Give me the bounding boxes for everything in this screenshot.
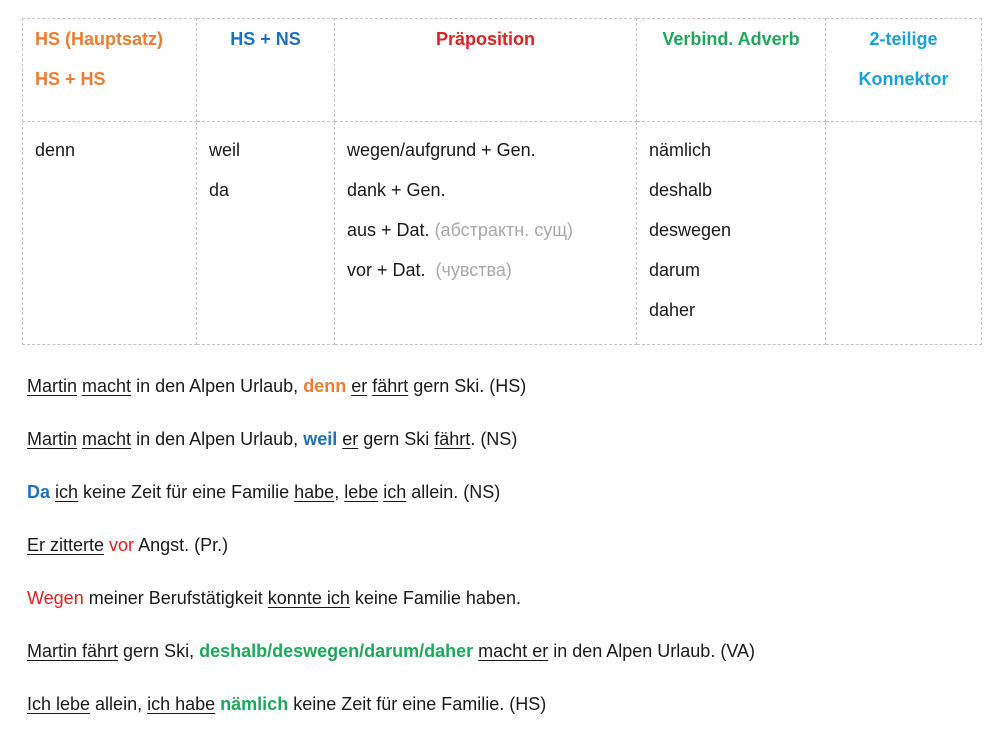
table-header-row — [23, 19, 982, 122]
header-ns — [197, 19, 335, 122]
note-feelings: (чувства) — [435, 260, 512, 280]
list-item: deshalb — [649, 180, 713, 200]
list-item: nämlich — [649, 140, 712, 160]
example-sentences — [27, 364, 755, 735]
sentence-5: Wegen meiner Berufstätigkeit konnte ich keine Familie haben. — [27, 588, 521, 608]
sentence-7: Ich lebe allein, ich habe nämlich keine Zeit für eine Familie. (HS) — [27, 694, 547, 714]
sentence-1: Martin macht in den Alpen Urlaub, denn er fährt gern Ski. (HS) — [27, 376, 527, 396]
list-item: darum — [649, 260, 701, 280]
note-abstract: (абстрактн. сущ) — [434, 220, 574, 240]
cell-hs — [23, 122, 197, 345]
header-zweiteilig-sublabel: Konnektor — [858, 69, 949, 89]
list-item: dank + Gen. — [347, 180, 446, 200]
list-item: aus + Dat. (абстрактн. сущ) — [347, 220, 574, 240]
header-zweiteilig — [826, 19, 982, 122]
cell-ns — [197, 122, 335, 345]
table-body-row — [23, 122, 982, 345]
list-item: daher — [649, 300, 696, 320]
sentence-4: Er zitterte vor Angst. (Pr.) — [27, 535, 229, 555]
list-item: wegen/aufgrund + Gen. — [347, 140, 536, 160]
sentence-6: Martin fährt gern Ski, deshalb/deswegen/darum/daher macht er in den Alpen Urlaub. (VA) — [27, 641, 755, 661]
header-hs-sublabel: HS + HS — [35, 69, 106, 89]
cell-adverb — [637, 122, 826, 345]
connector-table — [22, 18, 982, 345]
list-item: da — [209, 180, 230, 200]
header-hs-label: HS (Hauptsatz) — [35, 29, 164, 49]
header-ns-label: HS + NS — [230, 29, 301, 49]
list-item: weil — [209, 140, 241, 160]
cell-praeposition — [335, 122, 637, 345]
sentence-2: Martin macht in den Alpen Urlaub, weil er gern Ski fährt. (NS) — [27, 429, 518, 449]
header-hs — [23, 19, 197, 122]
header-zweiteilig-label: 2-teilige — [869, 29, 938, 49]
header-adverb — [637, 19, 826, 122]
list-item: deswegen — [649, 220, 732, 240]
cell-zweiteilig — [826, 122, 982, 345]
sentence-3: Da ich keine Zeit für eine Familie habe, lebe ich allein. (NS) — [27, 482, 501, 502]
header-adverb-label: Verbind. Adverb — [662, 29, 800, 49]
list-item: denn — [35, 140, 76, 160]
list-item: vor + Dat. (чувства) — [347, 260, 512, 280]
header-praeposition — [335, 19, 637, 122]
header-praeposition-label: Präposition — [435, 29, 535, 49]
